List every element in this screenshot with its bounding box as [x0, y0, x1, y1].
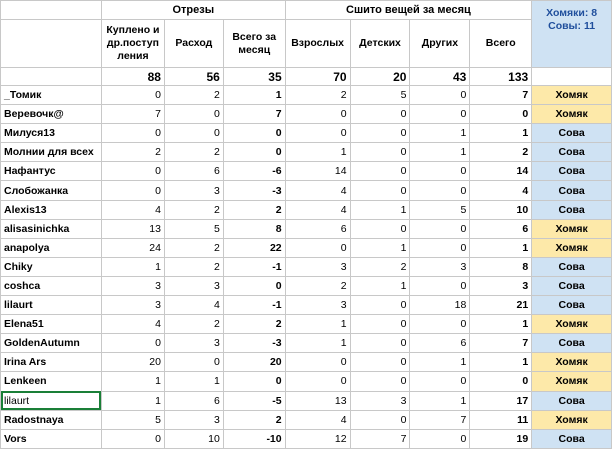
bought-cell[interactable]: 0	[101, 162, 164, 181]
table-row	[1, 391, 612, 410]
adult-cell[interactable]: 13	[285, 391, 350, 410]
kids-cell[interactable]: 1	[350, 276, 410, 295]
table-row	[1, 162, 612, 181]
spent-cell[interactable]: 2	[164, 86, 223, 105]
total-month-cell[interactable]: 0	[223, 276, 285, 295]
all-cell[interactable]: 14	[470, 162, 532, 181]
table-row	[1, 238, 612, 257]
total-month-cell[interactable]: -3	[223, 334, 285, 353]
column-header-all[interactable]: Всего	[470, 20, 532, 68]
other-cell[interactable]: 0	[410, 429, 470, 448]
adult-cell[interactable]: 1	[285, 334, 350, 353]
spent-cell[interactable]: 2	[164, 238, 223, 257]
spent-cell[interactable]: 6	[164, 162, 223, 181]
adult-cell[interactable]: 1	[285, 315, 350, 334]
all-cell[interactable]: 3	[470, 276, 532, 295]
other-cell[interactable]: 0	[410, 162, 470, 181]
total-spent[interactable]: 56	[164, 68, 223, 86]
adult-cell[interactable]: 0	[285, 238, 350, 257]
spent-cell[interactable]: 6	[164, 391, 223, 410]
kids-cell[interactable]: 7	[350, 429, 410, 448]
table-row	[1, 429, 612, 448]
spent-cell[interactable]: 3	[164, 410, 223, 429]
spent-cell[interactable]: 3	[164, 334, 223, 353]
table-row	[1, 105, 612, 124]
kids-cell[interactable]: 5	[350, 86, 410, 105]
other-cell[interactable]: 0	[410, 276, 470, 295]
class-cell[interactable]: Хомяк	[532, 105, 612, 124]
table-row	[1, 200, 612, 219]
table-row	[1, 86, 612, 105]
total-kids[interactable]: 20	[350, 68, 410, 86]
kids-cell[interactable]: 0	[350, 105, 410, 124]
all-cell[interactable]: 19	[470, 429, 532, 448]
all-cell[interactable]: 1	[470, 124, 532, 143]
bought-cell[interactable]: 0	[101, 334, 164, 353]
total-month-cell[interactable]: 2	[223, 410, 285, 429]
spent-cell[interactable]: 10	[164, 429, 223, 448]
all-cell[interactable]: 11	[470, 410, 532, 429]
total-month-cell[interactable]: -1	[223, 296, 285, 315]
adult-cell[interactable]: 0	[285, 124, 350, 143]
bought-cell[interactable]: 1	[101, 372, 164, 391]
totals-class-cell[interactable]	[532, 68, 612, 86]
all-cell[interactable]: 17	[470, 391, 532, 410]
member-name-cell[interactable]: Милуся13	[1, 124, 102, 143]
group-header-row	[1, 1, 612, 20]
other-cell[interactable]: 0	[410, 219, 470, 238]
other-cell[interactable]: 5	[410, 200, 470, 219]
member-name-cell[interactable]: Elena51	[1, 315, 102, 334]
member-name-cell[interactable]: Lenkeen	[1, 372, 102, 391]
class-cell[interactable]: Хомяк	[532, 219, 612, 238]
kids-cell[interactable]: 3	[350, 391, 410, 410]
member-name-cell[interactable]: anapolya	[1, 238, 102, 257]
kids-cell[interactable]: 0	[350, 162, 410, 181]
spent-cell[interactable]: 2	[164, 315, 223, 334]
all-cell[interactable]: 8	[470, 257, 532, 276]
other-cell[interactable]: 0	[410, 238, 470, 257]
table-row	[1, 143, 612, 162]
total-month-cell[interactable]: -6	[223, 162, 285, 181]
kids-cell[interactable]: 0	[350, 296, 410, 315]
all-cell[interactable]: 0	[470, 105, 532, 124]
total-month[interactable]: 35	[223, 68, 285, 86]
bought-cell[interactable]: 13	[101, 219, 164, 238]
table-row	[1, 219, 612, 238]
member-name-cell[interactable]: GoldenAutumn	[1, 334, 102, 353]
member-name-cell[interactable]: Vors	[1, 429, 102, 448]
spent-cell[interactable]: 0	[164, 353, 223, 372]
column-header-total-month[interactable]: Всего за месяц	[223, 20, 285, 68]
adult-cell[interactable]: 12	[285, 429, 350, 448]
all-cell[interactable]: 0	[470, 372, 532, 391]
member-name-cell[interactable]: Chiky	[1, 257, 102, 276]
class-cell[interactable]: Сова	[532, 200, 612, 219]
other-cell[interactable]: 0	[410, 181, 470, 200]
kids-cell[interactable]: 1	[350, 200, 410, 219]
kids-cell[interactable]: 0	[350, 124, 410, 143]
kids-cell[interactable]: 0	[350, 143, 410, 162]
column-header-kids[interactable]: Детских	[350, 20, 410, 68]
adult-cell[interactable]: 6	[285, 219, 350, 238]
total-month-cell[interactable]: 2	[223, 200, 285, 219]
bought-cell[interactable]: 5	[101, 410, 164, 429]
column-header-spent[interactable]: Расход	[164, 20, 223, 68]
bought-cell[interactable]: 4	[101, 315, 164, 334]
total-month-cell[interactable]: 7	[223, 105, 285, 124]
adult-cell[interactable]: 2	[285, 276, 350, 295]
member-name-cell[interactable]: Radostnaya	[1, 410, 102, 429]
member-name-cell[interactable]: Молнии для всех	[1, 143, 102, 162]
other-cell[interactable]: 6	[410, 334, 470, 353]
kids-cell[interactable]: 1	[350, 238, 410, 257]
all-cell[interactable]: 21	[470, 296, 532, 315]
other-cell[interactable]: 18	[410, 296, 470, 315]
all-cell[interactable]: 1	[470, 353, 532, 372]
spent-cell[interactable]: 3	[164, 181, 223, 200]
member-name-cell[interactable]: Веревочк@	[1, 105, 102, 124]
adult-cell[interactable]: 4	[285, 410, 350, 429]
total-month-cell[interactable]: 22	[223, 238, 285, 257]
bought-cell[interactable]: 1	[101, 391, 164, 410]
kids-cell[interactable]: 0	[350, 334, 410, 353]
member-name-cell[interactable]: Alexis13	[1, 200, 102, 219]
total-month-cell[interactable]: -1	[223, 257, 285, 276]
total-month-cell[interactable]: 8	[223, 219, 285, 238]
adult-cell[interactable]: 2	[285, 86, 350, 105]
all-cell[interactable]: 4	[470, 181, 532, 200]
class-cell[interactable]: Хомяк	[532, 410, 612, 429]
member-name-cell[interactable]: coshca	[1, 276, 102, 295]
total-month-cell[interactable]: 2	[223, 315, 285, 334]
bought-cell[interactable]: 4	[101, 200, 164, 219]
kids-cell[interactable]: 2	[350, 257, 410, 276]
table-row	[1, 124, 612, 143]
other-cell[interactable]: 1	[410, 353, 470, 372]
class-cell[interactable]: Сова	[532, 162, 612, 181]
totals-row	[1, 68, 612, 86]
total-other[interactable]: 43	[410, 68, 470, 86]
member-name-cell[interactable]: Нафантус	[1, 162, 102, 181]
total-adult[interactable]: 70	[285, 68, 350, 86]
group-header-sshito[interactable]: Сшито вещей за месяц	[285, 1, 532, 20]
spent-cell[interactable]: 1	[164, 372, 223, 391]
table-row	[1, 296, 612, 315]
class-cell[interactable]: Хомяк	[532, 353, 612, 372]
table-row	[1, 410, 612, 429]
kids-cell[interactable]: 0	[350, 315, 410, 334]
table-row	[1, 353, 612, 372]
other-cell[interactable]: 1	[410, 143, 470, 162]
spent-cell[interactable]: 0	[164, 105, 223, 124]
all-cell[interactable]: 1	[470, 315, 532, 334]
class-cell[interactable]: Сова	[532, 257, 612, 276]
kids-cell[interactable]: 0	[350, 353, 410, 372]
column-header-bought[interactable]: Куплено и др.поступ ления	[101, 20, 164, 68]
column-header-adult[interactable]: Взрослых	[285, 20, 350, 68]
total-month-cell[interactable]: -10	[223, 429, 285, 448]
total-month-cell[interactable]: 0	[223, 372, 285, 391]
bought-cell[interactable]: 7	[101, 105, 164, 124]
other-cell[interactable]: 0	[410, 86, 470, 105]
other-cell[interactable]: 0	[410, 315, 470, 334]
totals-label-cell[interactable]	[1, 68, 102, 86]
kids-cell[interactable]: 0	[350, 219, 410, 238]
class-cell[interactable]: Хомяк	[532, 238, 612, 257]
summary-cell[interactable]: Хомяки: 8 Совы: 11	[532, 1, 612, 68]
total-month-cell[interactable]: 0	[223, 143, 285, 162]
all-cell[interactable]: 6	[470, 219, 532, 238]
table-row	[1, 257, 612, 276]
bought-cell[interactable]: 20	[101, 353, 164, 372]
bought-cell[interactable]: 3	[101, 276, 164, 295]
all-cell[interactable]: 1	[470, 238, 532, 257]
bought-cell[interactable]: 2	[101, 143, 164, 162]
class-cell[interactable]: Сова	[532, 296, 612, 315]
spent-cell[interactable]: 4	[164, 296, 223, 315]
adult-cell[interactable]: 4	[285, 200, 350, 219]
table-row	[1, 276, 612, 295]
class-cell[interactable]: Хомяк	[532, 315, 612, 334]
header-cell[interactable]	[1, 20, 102, 68]
total-month-cell[interactable]: -3	[223, 181, 285, 200]
member-name-cell[interactable]: lilaurt	[1, 296, 102, 315]
spent-cell[interactable]: 2	[164, 143, 223, 162]
bought-cell[interactable]: 1	[101, 257, 164, 276]
member-name-cell[interactable]: _Томик	[1, 86, 102, 105]
class-cell[interactable]: Сова	[532, 429, 612, 448]
class-cell[interactable]: Сова	[532, 181, 612, 200]
total-month-cell[interactable]: -5	[223, 391, 285, 410]
bought-cell[interactable]: 0	[101, 86, 164, 105]
adult-cell[interactable]: 0	[285, 353, 350, 372]
adult-cell[interactable]: 3	[285, 257, 350, 276]
spent-cell[interactable]: 5	[164, 219, 223, 238]
table-row	[1, 334, 612, 353]
spent-cell[interactable]: 2	[164, 200, 223, 219]
all-cell[interactable]: 10	[470, 200, 532, 219]
adult-cell[interactable]: 0	[285, 105, 350, 124]
total-all[interactable]: 133	[470, 68, 532, 86]
adult-cell[interactable]: 1	[285, 143, 350, 162]
class-cell[interactable]: Хомяк	[532, 86, 612, 105]
total-month-cell[interactable]: 20	[223, 353, 285, 372]
adult-cell[interactable]: 0	[285, 372, 350, 391]
other-cell[interactable]: 3	[410, 257, 470, 276]
group-header-otrezy[interactable]: Отрезы	[101, 1, 285, 20]
class-cell[interactable]: Сова	[532, 276, 612, 295]
other-cell[interactable]: 0	[410, 372, 470, 391]
class-cell[interactable]: Сова	[532, 143, 612, 162]
other-cell[interactable]: 1	[410, 124, 470, 143]
other-cell[interactable]: 7	[410, 410, 470, 429]
kids-cell[interactable]: 0	[350, 181, 410, 200]
other-cell[interactable]: 0	[410, 105, 470, 124]
member-name-cell[interactable]: alisasinichka	[1, 219, 102, 238]
member-name-cell[interactable]: Irina Ars	[1, 353, 102, 372]
all-cell[interactable]: 7	[470, 334, 532, 353]
member-name-cell[interactable]: lilaurt	[1, 391, 102, 410]
kids-cell[interactable]: 0	[350, 410, 410, 429]
bought-cell[interactable]: 0	[101, 181, 164, 200]
spent-cell[interactable]: 2	[164, 257, 223, 276]
spent-cell[interactable]: 3	[164, 276, 223, 295]
total-month-cell[interactable]: 1	[223, 86, 285, 105]
adult-cell[interactable]: 3	[285, 296, 350, 315]
column-header-row	[1, 20, 612, 68]
class-cell[interactable]: Сова	[532, 391, 612, 410]
bought-cell[interactable]: 0	[101, 124, 164, 143]
header-cell[interactable]	[1, 1, 102, 20]
column-header-other[interactable]: Других	[410, 20, 470, 68]
adult-cell[interactable]: 14	[285, 162, 350, 181]
class-cell[interactable]: Хомяк	[532, 372, 612, 391]
bought-cell[interactable]: 24	[101, 238, 164, 257]
spent-cell[interactable]: 0	[164, 124, 223, 143]
other-cell[interactable]: 1	[410, 391, 470, 410]
total-month-cell[interactable]: 0	[223, 124, 285, 143]
bought-cell[interactable]: 0	[101, 429, 164, 448]
class-cell[interactable]: Сова	[532, 124, 612, 143]
bought-cell[interactable]: 3	[101, 296, 164, 315]
all-cell[interactable]: 7	[470, 86, 532, 105]
table-row	[1, 181, 612, 200]
all-cell[interactable]: 2	[470, 143, 532, 162]
adult-cell[interactable]: 4	[285, 181, 350, 200]
table-row	[1, 372, 612, 391]
class-cell[interactable]: Сова	[532, 334, 612, 353]
member-name-cell[interactable]: Слобожанка	[1, 181, 102, 200]
kids-cell[interactable]: 0	[350, 372, 410, 391]
total-bought[interactable]: 88	[101, 68, 164, 86]
table-row	[1, 315, 612, 334]
